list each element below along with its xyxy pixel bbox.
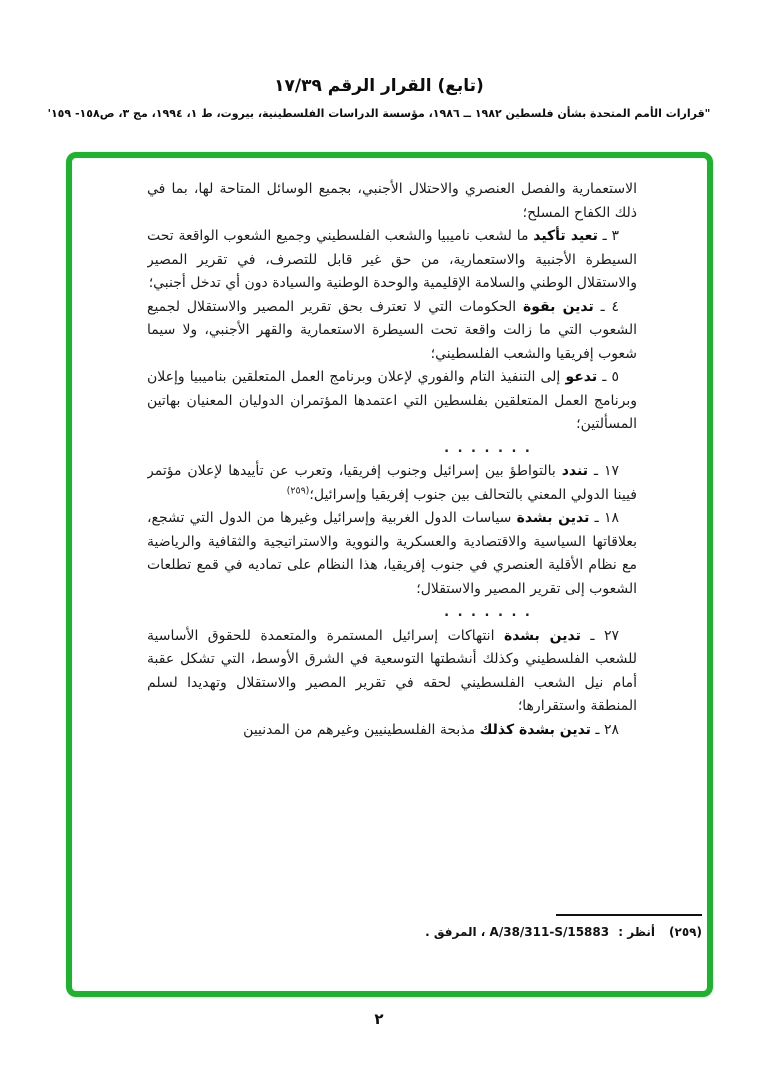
footnote-block <box>425 914 702 939</box>
document-border-frame <box>66 152 713 997</box>
clause-number: ٣ ـ <box>602 228 620 244</box>
clause-number: ٥ ـ <box>602 369 619 385</box>
clause-number: ٢٨ ـ <box>595 721 619 738</box>
footnote-label: أنظر : <box>618 925 656 939</box>
footnote-reference-mark: (٢٥٩) <box>286 484 310 496</box>
clause-text: الحكومات التي لا تعترف بحق تقرير المصير والاستقلال لجميع الشعوب التي ما زالت واقعة تحت السيطرة الاستعمارية والقهر الأجنبي، ولا سيما شعوب إفريقيا والشعب الفلسطيني؛ <box>147 298 637 362</box>
clause-text: إلى التنفيذ التام والفوري لإعلان وبرنامج العمل المتعلقين بناميبيا وإعلان وبرنامج العمل المتعلقين بفلسطين التي اعتمدها المؤتمران الدوليان المعنيان بهاتين المسألتين؛ <box>147 369 637 432</box>
paragraph-clause-28 <box>147 719 637 743</box>
footnote-marker: (٢٥٩) <box>669 925 702 939</box>
clause-verb: تدين بشدة كذلك <box>479 721 591 738</box>
clause-text: سياسات الدول الغربية وإسرائيل وغيرها من الدول التي تشجع، بعلاقاتها السياسية والاقتصادية والعسكرية والنووية والاستراتيجية والثقافية والرياضية مع نظام الأقلية العنصري في جنوب إفريقيا، هذا النظام على تماديه في قمع تطلعات الشعوب إلى تقرير المصير والاستقلال؛ <box>147 510 637 597</box>
page-number: ٢ <box>374 1010 384 1028</box>
clause-verb: تدين بشدة <box>516 510 590 526</box>
ellipsis-separator: . . . . . . . <box>444 440 532 456</box>
paragraph-clause-5 <box>147 366 637 437</box>
footnote-suffix: ، المرفق . <box>425 925 486 939</box>
footnote-text <box>425 925 702 939</box>
clause-text: ما لشعب ناميبيا والشعب الفلسطيني وجميع الشعوب الواقعة تحت السيطرة الأجنبية والاستعمارية، من حق غير قابل للتصرف، في تقرير المصير والاستقلال الوطني والسلامة الإقليمية والوحدة الوطنية والسيادة دون أي تدخل أجنبي؛ <box>147 228 637 291</box>
page-title: (تابع) القرار الرقم ١٧/٣٩ <box>274 76 484 96</box>
clause-number: ١٧ ـ <box>593 463 619 479</box>
paragraph-clause-27 <box>147 625 637 719</box>
paragraph-clause-4 <box>147 296 637 367</box>
clause-text: بالتواطؤ بين إسرائيل وجنوب إفريقيا، وتعرب عن تأييدها لإعلان مؤتمر فيينا الدولي المعني بالتحالف بين جنوب إفريقيا وإسرائيل؛ <box>147 463 637 503</box>
source-citation: "قرارات الأمم المتحدة بشأن فلسطين ١٩٨٢ ــ ١٩٨٦، مؤسسة الدراسات الفلسطينية، بيروت، ط ١، ١٩٩٤، مج ٣، ص١٥٨- ١٥٩' <box>47 107 711 120</box>
clause-verb: تدعو <box>565 369 598 385</box>
ellipsis-separator: . . . . . . . <box>444 605 532 620</box>
clause-verb: تعيد تأكيد <box>533 228 598 244</box>
paragraph-clause-17 <box>147 460 637 507</box>
resolution-text-body <box>147 178 637 891</box>
clause-number: ٢٧ ـ <box>590 627 619 644</box>
paragraph-continuation <box>147 178 637 225</box>
paragraph-clause-18 <box>147 507 637 601</box>
un-document-symbol: A/38/311-S/15883 <box>489 925 610 939</box>
clause-number: ٤ ـ <box>600 298 619 315</box>
clause-text: مذبحة الفلسطينيين وغيرهم من المدنيين <box>243 721 476 738</box>
clause-verb: تدين بشدة <box>503 627 581 644</box>
paragraph-clause-3 <box>147 225 637 296</box>
clause-number: ١٨ ـ <box>594 510 619 526</box>
clause-text: انتهاكات إسرائيل المستمرة والمتعمدة للحقوق الأساسية للشعب الفلسطيني وكذلك أنشطتها التوسعية في الشرق الأوسط، التي تشكل عقبة أمام نيل الشعب الفلسطيني لحقه في تقرير المصير والاستقلال وتهديدا لسلم المنطقة واستقرارها؛ <box>147 627 637 714</box>
clause-verb: تدين بقوة <box>522 298 594 315</box>
clause-verb: تندد <box>561 463 588 479</box>
footnote-divider-line <box>556 914 702 916</box>
clause-text: الاستعمارية والفصل العنصري والاحتلال الأجنبي، بجميع الوسائل المتاحة لها، بما في ذلك الكفاح المسلح؛ <box>147 181 637 221</box>
